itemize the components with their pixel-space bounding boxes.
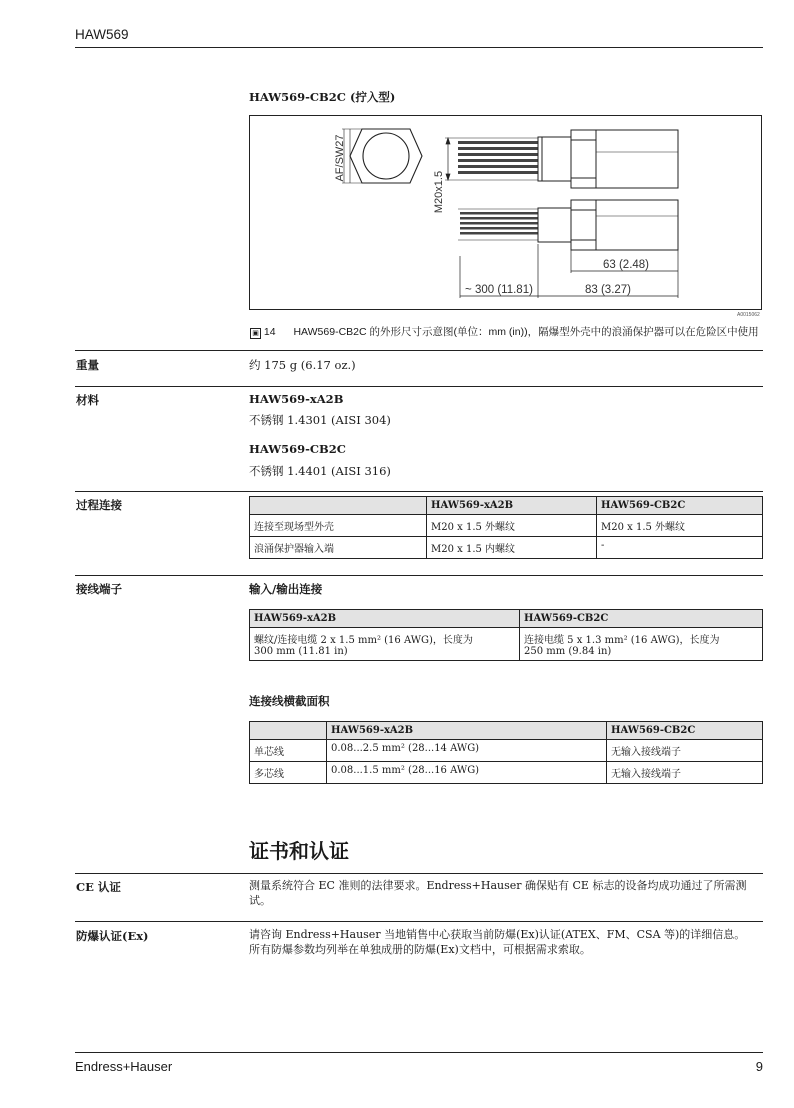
ce-text-line: 试。 — [249, 894, 271, 907]
table-header-cell: HAW569-CB2C — [597, 497, 763, 515]
process-table — [249, 496, 763, 559]
dimension-drawing-svg — [250, 116, 760, 308]
ex-text-line: 请咨询 Endress+Hauser 当地销售中心获取当前防爆(Ex)认证(ATEX、FM、CSA 等)的详细信息。 — [249, 928, 746, 941]
cross-section-title: 连接线横截面积 — [249, 694, 330, 708]
figure-title: HAW569-CB2C (拧入型) — [249, 90, 396, 104]
weight-label: 重量 — [76, 358, 99, 372]
table-header-row — [250, 722, 763, 740]
table-row — [250, 762, 763, 784]
terminals-label: 接线端子 — [76, 582, 122, 596]
document-title: HAW569 — [75, 27, 129, 42]
footer-brand: Endress+Hauser — [75, 1059, 173, 1074]
dimension-drawing — [249, 115, 762, 310]
dim-63-label: 63 (2.48) — [602, 259, 650, 271]
ex-label: 防爆认证(Ex) — [76, 929, 149, 943]
figure-id: A0015062 — [737, 312, 760, 318]
caption-text: HAW569-CB2C 的外形尺寸示意图(单位：mm (in))，隔爆型外壳中的浪涌保护器可以在危险区中使用 — [293, 326, 759, 338]
table-cell: 浪涌保护器输入端 — [250, 537, 427, 559]
table-cell: 无输入接线端子 — [607, 740, 763, 762]
ex-text-line: 所有防爆参数均列举在单独成册的防爆(Ex)文档中，可根据需求索取。 — [249, 943, 591, 956]
cell-line: 螺纹/连接电缆 2 x 1.5 mm² (16 AWG)，长度为 — [254, 635, 473, 646]
table-cell — [520, 628, 763, 661]
io-title: 输入/输出连接 — [249, 582, 323, 596]
table-cell: 多芯线 — [250, 762, 327, 784]
footer-rule — [75, 1052, 763, 1053]
dim-m20-line — [446, 138, 450, 180]
table-header-cell: HAW569-CB2C — [607, 722, 763, 740]
material-value-1: 不锈钢 1.4301 (AISI 304) — [249, 413, 391, 427]
weight-value: 约 175 g (6.17 oz.) — [249, 358, 356, 372]
table-header-cell — [250, 497, 427, 515]
section-rule — [75, 873, 763, 874]
ce-text — [249, 878, 746, 908]
material-model-1: HAW569-xA2B — [249, 392, 344, 406]
section-rule — [75, 921, 763, 922]
table-header-row — [250, 497, 763, 515]
cross-section-table — [249, 721, 763, 784]
table-header-cell: HAW569-xA2B — [327, 722, 607, 740]
table-cell: 0.08...2.5 mm² (28...14 AWG) — [327, 740, 607, 762]
table-header-cell: HAW569-xA2B — [427, 497, 597, 515]
table-row — [250, 537, 763, 559]
hex-nut-view — [342, 129, 422, 183]
caption-number: 14 — [263, 326, 276, 338]
material-label: 材料 — [76, 393, 99, 407]
material-model-2: HAW569-CB2C — [249, 442, 346, 456]
cert-heading: 证书和认证 — [249, 839, 349, 863]
figure-icon: ▣ — [250, 328, 261, 339]
table-cell: M20 x 1.5 外螺纹 — [427, 515, 597, 537]
cell-line: 连接电缆 5 x 1.3 mm² (16 AWG)，长度为 — [524, 635, 720, 646]
table-header-cell: HAW569-CB2C — [520, 610, 763, 628]
table-row — [250, 740, 763, 762]
table-row — [250, 628, 763, 661]
cell-line: 300 mm (11.81 in) — [254, 646, 348, 657]
table-cell: 单芯线 — [250, 740, 327, 762]
dim-m20-label: M20x1.5 — [433, 170, 445, 214]
dim-af-label: AF/SW27 — [334, 134, 346, 182]
figure-caption — [250, 324, 770, 339]
table-cell — [250, 628, 520, 661]
ex-text — [249, 927, 745, 957]
table-cell: M20 x 1.5 内螺纹 — [427, 537, 597, 559]
ce-label: CE 认证 — [76, 880, 121, 894]
section-rule — [75, 350, 763, 351]
side-view-top — [445, 130, 678, 188]
table-cell: M20 x 1.5 外螺纹 — [597, 515, 763, 537]
page-number: 9 — [755, 1059, 763, 1074]
ce-text-line: 测量系统符合 EC 准则的法律要求。Endress+Hauser 确保贴有 CE 标志的设备均成功通过了所需测 — [249, 879, 747, 892]
material-value-2: 不锈钢 1.4401 (AISI 316) — [249, 464, 391, 478]
dim-83-label: 83 (3.27) — [584, 284, 632, 296]
dim-300-label: ~ 300 (11.81) — [465, 284, 533, 296]
table-cell: 无输入接线端子 — [607, 762, 763, 784]
section-rule — [75, 491, 763, 492]
table-row — [250, 515, 763, 537]
section-rule — [75, 386, 763, 387]
side-view-bottom — [458, 200, 678, 250]
section-rule — [75, 575, 763, 576]
table-header-row — [250, 610, 763, 628]
table-cell: 0.08...1.5 mm² (28...16 AWG) — [327, 762, 607, 784]
cell-line: 250 mm (9.84 in) — [524, 646, 612, 657]
table-cell: 连接至现场型外壳 — [250, 515, 427, 537]
table-cell: - — [597, 537, 763, 559]
header-rule — [75, 47, 763, 48]
table-header-cell: HAW569-xA2B — [250, 610, 520, 628]
io-table — [249, 609, 763, 661]
table-header-cell — [250, 722, 327, 740]
process-label: 过程连接 — [76, 498, 122, 512]
